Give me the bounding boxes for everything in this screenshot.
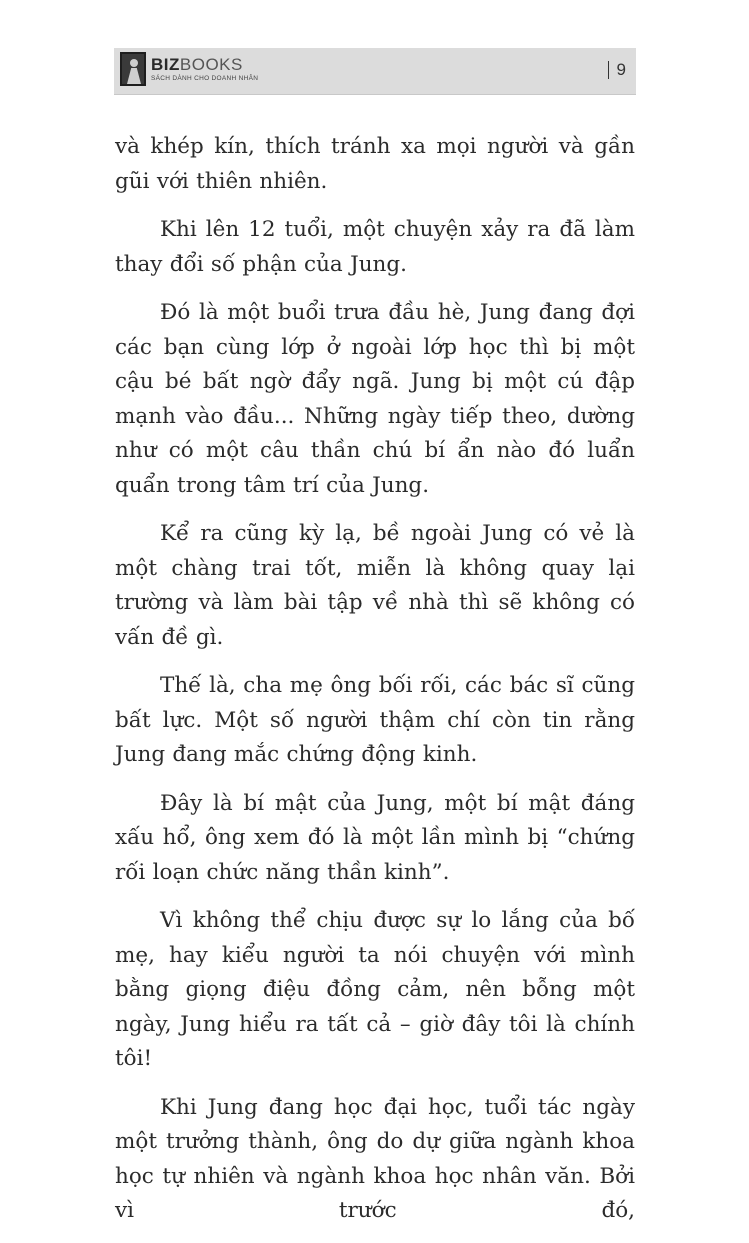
paragraph: Kể ra cũng kỳ lạ, bề ngoài Jung có vẻ là một chàng trai tốt, miễn là không quay lại trường và làm bài tập về nhà thì sẽ không có vấn đề gì.: [115, 521, 635, 650]
paragraph: Vì không thể chịu được sự lo lắng của bố mẹ, hay kiểu người ta nói chuyện với mình bằng giọng điệu đồng cảm, nên bỗng một ngày, Jung hiểu ra tất cả – giờ đây tôi là chính tôi!: [115, 908, 635, 1071]
brand-name-light: BOOKS: [179, 54, 243, 74]
brand-tagline: SÁCH DÀNH CHO DOANH NHÂN: [151, 74, 259, 82]
paragraph: Khi Jung đang học đại học, tuổi tác ngày một trưởng thành, ông do dự giữa ngành khoa học tự nhiên và ngành khoa học nhân văn. Bởi vì trước đó,: [115, 1094, 635, 1223]
page-body: [115, 130, 635, 1243]
paragraph: Khi lên 12 tuổi, một chuyện xảy ra đã làm thay đổi số phận của Jung.: [115, 217, 635, 277]
paragraph: Thế là, cha mẹ ông bối rối, các bác sĩ cũng bất lực. Một số người thậm chí còn tin rằng Jung đang mắc chứng động kinh.: [115, 673, 635, 767]
paragraph: và khép kín, thích tránh xa mọi người và gần gũi với thiên nhiên.: [115, 134, 635, 194]
brand-name-bold: BIZ: [151, 54, 180, 74]
brand-name: [151, 56, 258, 73]
page-number-value: 9: [616, 60, 626, 79]
page-header: [114, 48, 636, 95]
paragraph: Đây là bí mật của Jung, một bí mật đáng xấu hổ, ông xem đó là một lần mình bị “chứng rối loạn chức năng thần kinh”.: [115, 790, 635, 885]
page-number: [608, 60, 626, 80]
paragraph: Đó là một buổi trưa đầu hè, Jung đang đợi các bạn cùng lớp ở ngoài lớp học thì bị một cậu bé bất ngờ đẩy ngã. Jung bị một cú đập mạnh vào đầu... Những ngày tiếp theo, dường như có một câu thần chú bí ẩn nào đó luẩn quẩn trong tâm trí của Jung.: [115, 300, 635, 498]
logo-emblem-icon: [120, 52, 146, 86]
page-number-divider: [608, 61, 609, 79]
bizbooks-logo: [120, 52, 258, 86]
